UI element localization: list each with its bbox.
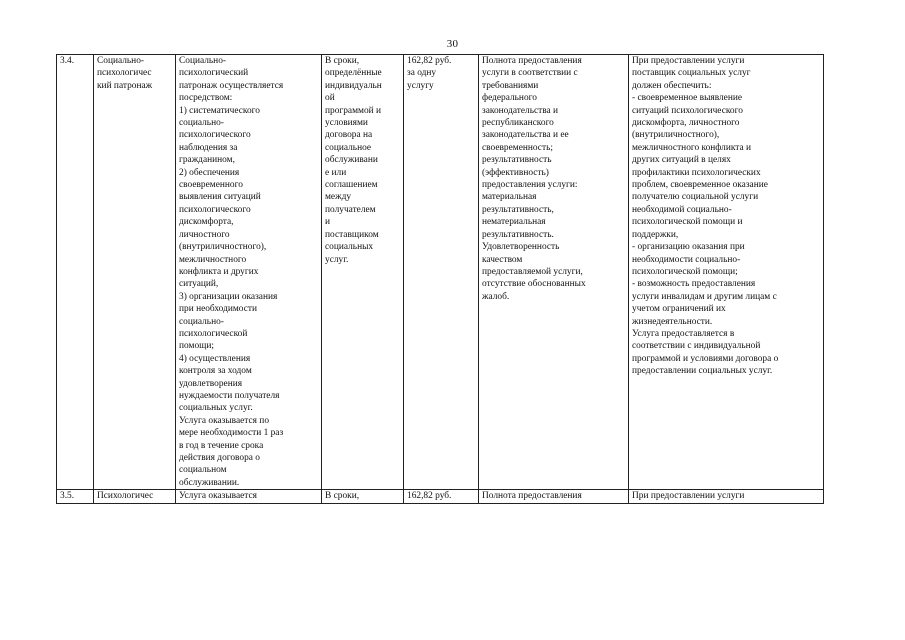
- cell-quality-indicators: [479, 490, 629, 503]
- cell-text-line: межличностного конфликта и: [632, 142, 752, 153]
- cell-text-line: - возможность предоставления: [632, 279, 756, 290]
- row-number: 3.4.: [60, 56, 75, 66]
- cell-text-line: и: [325, 217, 331, 228]
- cell-text-line: гражданином,: [179, 155, 235, 166]
- cell-text-line: результативность: [482, 155, 552, 166]
- cell-number: [57, 55, 94, 490]
- cell-text-line: 4) осуществления: [179, 353, 251, 364]
- cell-text-line: социальном: [179, 465, 227, 476]
- cell-text-line: отсутствие обоснованных: [482, 279, 586, 290]
- cell-text-line: результативность.: [482, 229, 554, 240]
- cell-text-line: Полнота предоставления: [482, 491, 582, 502]
- cell-text-line: (внутриличностного),: [179, 242, 267, 253]
- cell-text-line: мере необходимости 1 раз: [179, 428, 284, 439]
- cell-text-line: Социально-: [179, 56, 226, 66]
- cell-text-line: своевременного: [179, 180, 243, 191]
- cell-text-line: действия договора о: [179, 453, 260, 463]
- cell-text-line: федерального: [482, 93, 537, 104]
- cell-text-line: договора на: [325, 130, 373, 141]
- cell-text-line: жалоб.: [482, 291, 510, 302]
- cell-text-line: соответствии с индивидуальной: [632, 341, 761, 352]
- cell-text-line: помощи;: [179, 341, 214, 352]
- cell-text-line: дискомфорта, личностного: [632, 118, 740, 129]
- cell-text-line: - организацию оказания при: [632, 242, 745, 253]
- cell-text-line: психологической помощи;: [632, 266, 738, 277]
- cell-text-line: социально-: [179, 118, 224, 129]
- cell-text-line: других ситуаций в целях: [632, 155, 731, 166]
- cell-text-line: Социально-: [97, 56, 144, 66]
- cell-text-line: определённые: [325, 68, 382, 79]
- cell-text-line: предоставляемой услуги,: [482, 266, 583, 277]
- cell-service-name: [94, 490, 176, 503]
- cell-text-line: обслуживани: [325, 155, 378, 166]
- cell-text-line: программой и: [325, 105, 382, 116]
- cell-text-line: поставщиком: [325, 229, 379, 240]
- cell-service-description: [176, 55, 322, 490]
- cell-service-term: [322, 490, 404, 503]
- cell-text-line: 162,82 руб.: [407, 56, 452, 66]
- cell-text-line: кий патронаж: [97, 80, 153, 91]
- cell-text-line: личностного: [179, 229, 230, 240]
- cell-text-line: При предоставлении услуги: [632, 56, 745, 66]
- cell-text-line: контроля за ходом: [179, 366, 252, 377]
- cell-text-line: услугу: [407, 80, 434, 91]
- cell-text-line: поддержки,: [632, 229, 679, 240]
- cell-text-line: программой и условиями договора о: [632, 353, 779, 364]
- cell-text-line: поставщик социальных услуг: [632, 68, 751, 79]
- cell-text-line: социальных услуг.: [179, 403, 253, 414]
- cell-text-line: ситуаций,: [179, 279, 219, 290]
- cell-text-line: При предоставлении услуги: [632, 491, 745, 502]
- cell-text-line: своевременность;: [482, 142, 553, 153]
- cell-service-name: [94, 55, 176, 490]
- cell-text-line: психологической: [179, 328, 248, 339]
- cell-text-line: социальное: [325, 142, 372, 153]
- cell-text-line: В сроки,: [325, 56, 360, 66]
- cell-service-price: [404, 490, 479, 503]
- cell-text-line: ой: [325, 93, 335, 104]
- cell-text-line: нематериальная: [482, 217, 546, 228]
- cell-text-line: законодательства и: [482, 105, 559, 116]
- cell-text-line: 2) обеспечения: [179, 167, 240, 178]
- cell-text-line: нуждаемости получателя: [179, 390, 280, 401]
- table-row: [57, 490, 824, 503]
- cell-text-line: за одну: [407, 68, 437, 79]
- cell-text-line: услуг.: [325, 254, 349, 265]
- cell-text-line: патронаж осуществляется: [179, 80, 284, 91]
- cell-text-line: выявления ситуаций: [179, 192, 261, 203]
- cell-text-line: 162,82 руб.: [407, 491, 452, 502]
- cell-text-line: между: [325, 192, 352, 203]
- cell-text-line: психологический: [179, 68, 249, 79]
- cell-text-line: индивидуальн: [325, 80, 382, 91]
- cell-number: [57, 490, 94, 503]
- cell-text-line: Полнота предоставления: [482, 56, 582, 66]
- cell-text-line: дискомфорта,: [179, 217, 234, 228]
- cell-text-line: социальных: [325, 242, 374, 253]
- cell-text-line: качеством: [482, 254, 523, 265]
- cell-text-line: жизнедеятельности.: [632, 316, 713, 327]
- cell-service-conditions: [629, 55, 824, 490]
- cell-text-line: проблем, своевременное оказание: [632, 180, 768, 191]
- cell-text-line: соглашением: [325, 180, 378, 191]
- cell-text-line: материальная: [482, 192, 537, 203]
- cell-text-line: Услуга оказывается: [179, 491, 257, 502]
- cell-text-line: социально-: [179, 316, 224, 327]
- cell-text-line: должен обеспечить:: [632, 80, 712, 91]
- cell-text-line: необходимой социально-: [632, 204, 732, 215]
- cell-text-line: психологичес: [97, 68, 152, 79]
- cell-text-line: В сроки,: [325, 491, 360, 502]
- services-table: [56, 54, 824, 504]
- cell-quality-indicators: [479, 55, 629, 490]
- cell-text-line: республиканского: [482, 118, 554, 129]
- cell-text-line: (эффективность): [482, 167, 549, 178]
- cell-text-line: результативность,: [482, 204, 554, 215]
- cell-text-line: наблюдения за: [179, 142, 238, 153]
- cell-text-line: Психологичес: [97, 491, 154, 502]
- cell-text-line: при необходимости: [179, 304, 258, 315]
- cell-text-line: в год в течение срока: [179, 440, 264, 451]
- cell-text-line: предоставлении социальных услуг.: [632, 366, 773, 377]
- cell-text-line: 1) систематического: [179, 105, 260, 116]
- cell-text-line: психологического: [179, 204, 251, 215]
- cell-service-price: [404, 55, 479, 490]
- cell-text-line: Услуга предоставляется в: [632, 328, 735, 339]
- cell-text-line: Удовлетворенность: [482, 242, 560, 253]
- cell-service-conditions: [629, 490, 824, 503]
- cell-text-line: психологического: [179, 130, 251, 141]
- cell-text-line: условиями: [325, 118, 368, 129]
- cell-text-line: - своевременное выявление: [632, 93, 743, 104]
- cell-text-line: предоставления услуги:: [482, 180, 578, 191]
- table-row: [57, 55, 824, 490]
- cell-service-term: [322, 55, 404, 490]
- cell-text-line: межличностного: [179, 254, 247, 265]
- cell-text-line: удовлетворения: [179, 378, 243, 389]
- cell-text-line: учетом ограничений их: [632, 304, 726, 315]
- cell-text-line: законодательства и ее: [482, 130, 569, 141]
- cell-text-line: ситуаций психологического: [632, 105, 743, 116]
- page-number: 30: [446, 38, 459, 50]
- cell-text-line: (внутриличностного),: [632, 130, 720, 141]
- cell-text-line: посредством:: [179, 93, 233, 104]
- cell-text-line: необходимости социально-: [632, 254, 741, 265]
- cell-text-line: услуги инвалидам и другим лицам с: [632, 291, 777, 302]
- cell-text-line: конфликта и других: [179, 266, 259, 277]
- cell-text-line: профилактики психологических: [632, 167, 761, 178]
- cell-text-line: требованиями: [482, 80, 539, 91]
- cell-text-line: услуги в соответствии с: [482, 68, 578, 79]
- cell-text-line: е или: [325, 167, 347, 178]
- cell-text-line: обслуживании.: [179, 477, 240, 488]
- cell-text-line: получателем: [325, 204, 376, 215]
- cell-service-description: [176, 490, 322, 503]
- cell-text-line: получателю социальной услуги: [632, 192, 759, 203]
- cell-text-line: Услуга оказывается по: [179, 415, 270, 426]
- row-number: 3.5.: [60, 491, 75, 502]
- cell-text-line: психологической помощи и: [632, 217, 743, 228]
- cell-text-line: 3) организации оказания: [179, 291, 278, 302]
